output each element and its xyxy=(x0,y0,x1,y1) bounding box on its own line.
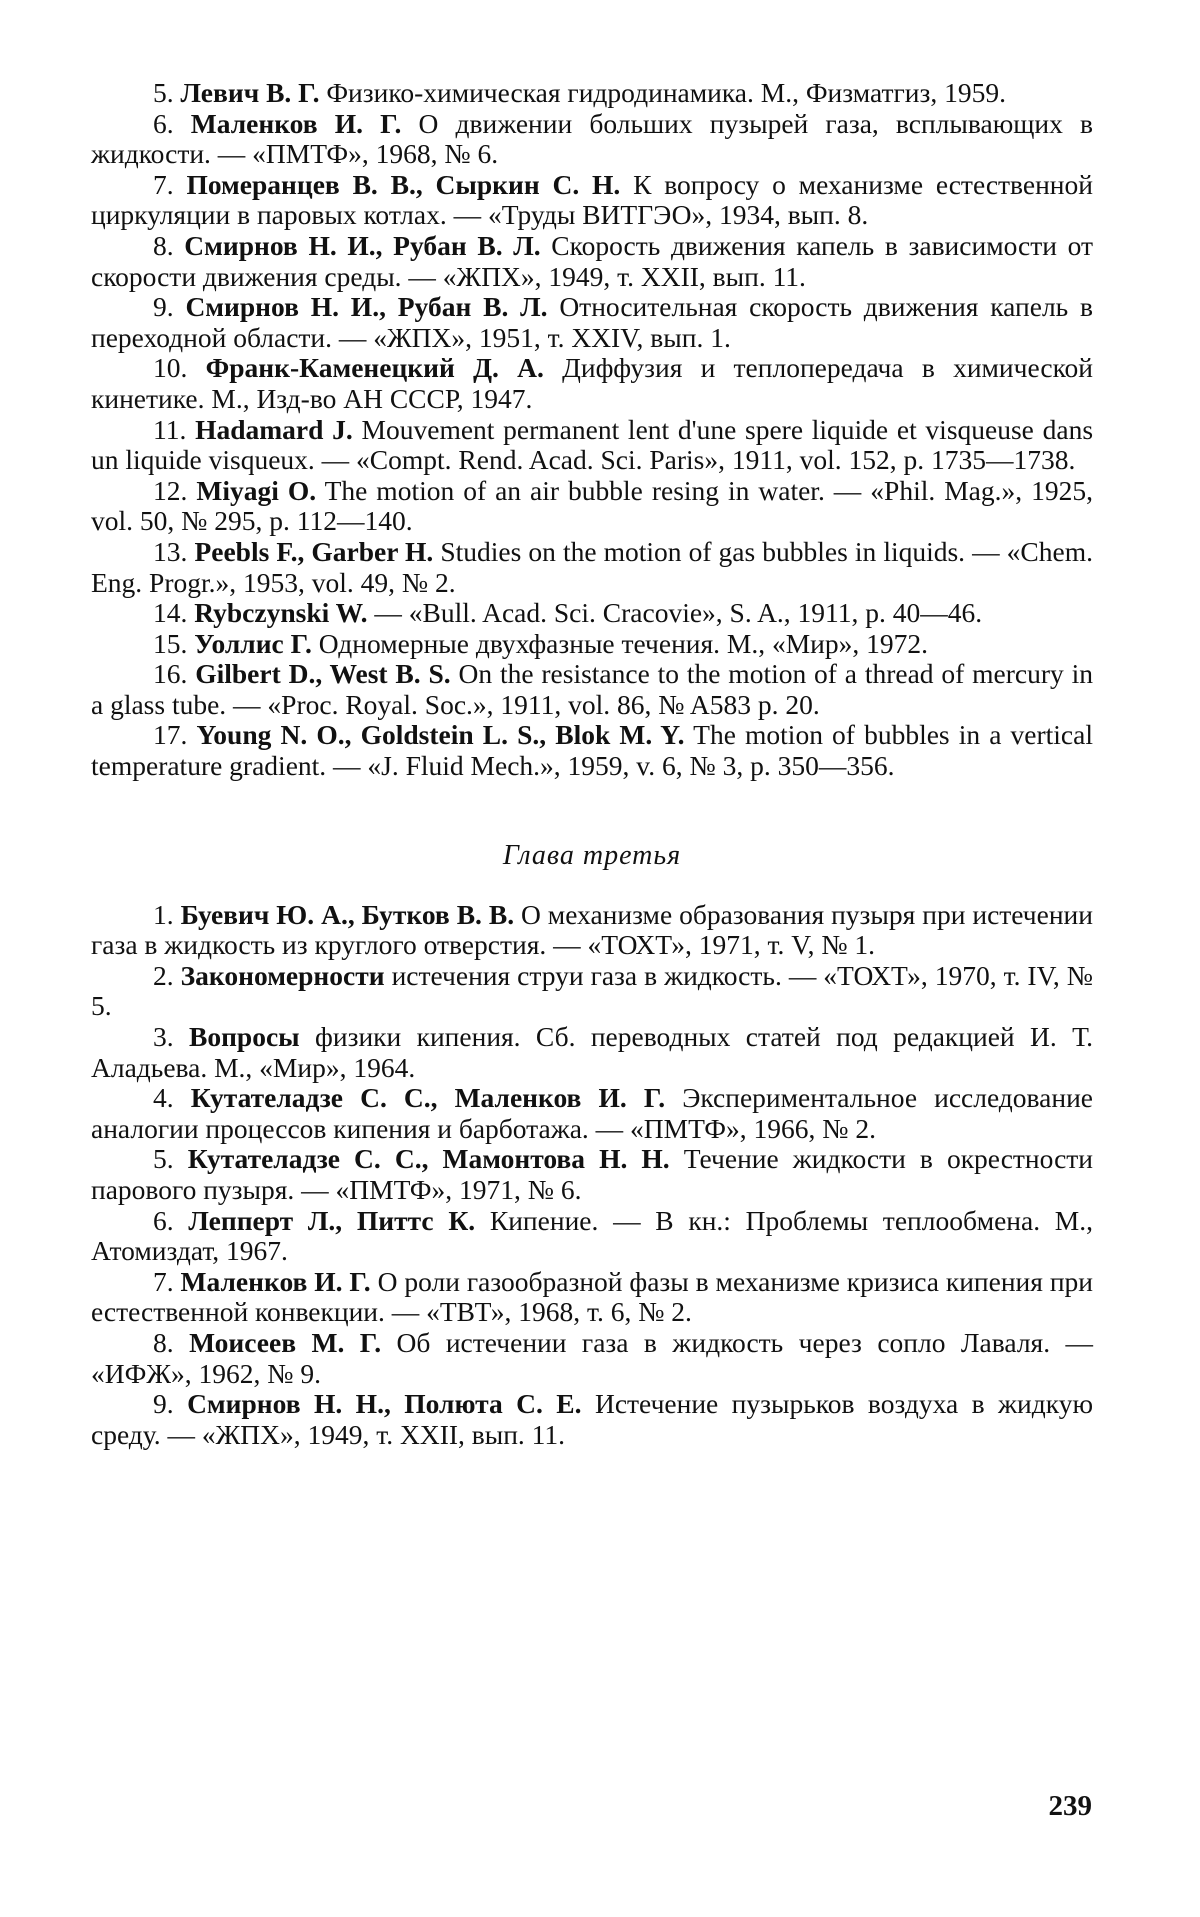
reference-item xyxy=(91,659,1093,720)
reference-text: The motion of bubbles in a vertical temperature gradient. — «J. Fluid Mech.», 1959, v. 6, № 3, p. 350—356. xyxy=(91,719,1093,782)
reference-authors: Young N. O., Goldstein L. S., Blok M. Y. xyxy=(196,719,685,751)
reference-text: Течение жидкости в окрестности парового пузыря. — «ПМТФ», 1971, № 6. xyxy=(91,1143,1094,1205)
reference-text: Studies on the motion of gas bubbles in liquids. — «Chem. Eng. Progr.», 1953, vol. 49, № 2. xyxy=(91,535,1093,598)
reference-item xyxy=(91,109,1093,170)
reference-authors: Miyagi O. xyxy=(196,474,317,506)
reference-authors: Смирнов Н. Н., Полюта С. Е. xyxy=(187,1388,582,1420)
reference-number: 12. xyxy=(153,474,188,506)
reference-number: 9. xyxy=(153,1388,174,1420)
reference-authors: Кутателадзе С. С., Мамонтова Н. Н. xyxy=(187,1143,670,1175)
reference-text: физики кипения. Сб. переводных статей под редакцией И. Т. Аладьева. М., «Мир», 1964. xyxy=(91,1021,1094,1083)
reference-item xyxy=(91,1328,1093,1389)
reference-item xyxy=(91,629,1093,660)
reference-text: О механизме образования пузыря при истечении газа в жидкость из круглого отверстия. — «ТОХТ», 1971, т. V, № 1. xyxy=(91,898,1093,961)
reference-text: Относительная скорость движения капель в переходной области. — «ЖПХ», 1951, т. XXIV, вып. 1. xyxy=(91,291,1094,353)
reference-authors: Померанцев В. В., Сыркин С. Н. xyxy=(186,168,621,200)
reference-authors: Gilbert D., West B. S. xyxy=(195,658,451,690)
reference-number: 2. xyxy=(153,959,174,991)
reference-number: 16. xyxy=(153,658,188,690)
reference-number: 17. xyxy=(153,719,188,751)
reference-text: О движении больших пузырей газа, всплывающих в жидкости. — «ПМТФ», 1968, № 6. xyxy=(91,107,1094,170)
reference-text: On the resistance to the motion of a thread of mercury in a glass tube. — «Proc. Royal. Soc.», 1911, vol. 86, № A583 p. 20. xyxy=(91,658,1093,720)
reference-authors: Peebls F., Garber H. xyxy=(194,535,434,567)
reference-page xyxy=(91,78,1093,1450)
reference-text: О роли газообразной фазы в механизме кризиса кипения при естественной конвекции. — «ТВТ», 1968, т. 6, № 2. xyxy=(91,1265,1094,1328)
reference-item xyxy=(91,1083,1093,1144)
page-number: 239 xyxy=(1048,1790,1092,1822)
reference-item xyxy=(91,720,1093,781)
reference-text: К вопросу о механизме естественной циркуляции в паровых котлах. — «Труды ВИТГЭО», 1934, вып. 8. xyxy=(91,168,1093,231)
reference-text: Диффузия и теплопередача в химической кинетике. М., Изд-во АН СССР, 1947. xyxy=(91,352,1094,414)
reference-number: 8. xyxy=(153,1326,174,1358)
reference-number: 5. xyxy=(153,77,174,108)
reference-text: истечения струи газа в жидкость. — «ТОХТ», 1970, т. IV, № 5. xyxy=(91,959,1094,1022)
reference-authors: Вопросы xyxy=(189,1021,300,1053)
reference-number: 13. xyxy=(153,535,188,567)
reference-item xyxy=(91,961,1093,1022)
reference-text: Истечение пузырьков воздуха в жидкую среду. — «ЖПХ», 1949, т. XXII, вып. 11. xyxy=(91,1388,1093,1450)
reference-text: Экспериментальное исследование аналогии процессов кипения и барботажа. — «ПМТФ», 1966, № 2. xyxy=(91,1082,1094,1144)
reference-list-previous-chapter xyxy=(91,78,1093,782)
reference-item xyxy=(91,1144,1093,1205)
reference-authors: Кутателадзе С. С., Маленков И. Г. xyxy=(190,1082,666,1114)
reference-number: 10. xyxy=(153,352,188,384)
reference-number: 3. xyxy=(153,1021,174,1053)
reference-authors: Hadamard J. xyxy=(195,413,353,445)
reference-item xyxy=(91,170,1093,231)
reference-item xyxy=(91,1389,1093,1450)
reference-item xyxy=(91,292,1093,353)
reference-authors: Лепперт Л., Питтс К. xyxy=(188,1204,476,1236)
reference-text: The motion of an air bubble resing in water. — «Phil. Mag.», 1925, vol. 50, № 295, p. 112—140. xyxy=(91,474,1093,537)
reference-item xyxy=(91,900,1093,961)
reference-authors: Моисеев М. Г. xyxy=(189,1326,382,1358)
reference-number: 8. xyxy=(153,229,174,261)
reference-number: 7. xyxy=(153,168,174,200)
reference-text: Физико-химическая гидродинамика. М., Физматгиз, 1959. xyxy=(326,77,1006,108)
reference-item xyxy=(91,598,1093,629)
reference-authors: Смирнов Н. И., Рубан В. Л. xyxy=(184,229,541,261)
reference-number: 11. xyxy=(153,413,187,445)
reference-item xyxy=(91,537,1093,598)
reference-item xyxy=(91,476,1093,537)
chapter-heading: Глава третья xyxy=(502,839,682,871)
reference-text: Одномерные двухфазные течения. М., «Мир», 1972. xyxy=(318,627,929,659)
reference-authors: Rybczynski W. xyxy=(194,597,368,629)
reference-number: 7. xyxy=(153,1265,174,1297)
reference-authors: Франк-Каменецкий Д. А. xyxy=(205,352,544,384)
reference-number: 6. xyxy=(153,1204,174,1236)
reference-item xyxy=(91,1267,1093,1328)
reference-item xyxy=(91,415,1093,476)
reference-item xyxy=(91,1022,1093,1083)
reference-number: 14. xyxy=(153,597,188,629)
reference-item xyxy=(91,1206,1093,1267)
reference-authors: Уоллис Г. xyxy=(194,627,312,659)
reference-item xyxy=(91,78,1093,109)
reference-authors: Маленков И. Г. xyxy=(190,107,402,139)
reference-text: — «Bull. Acad. Sci. Cracovie», S. A., 1911, p. 40—46. xyxy=(374,597,983,629)
reference-text: Скорость движения капель в зависимости от скорости движения среды. — «ЖПХ», 1949, т. XXII, вып. 11. xyxy=(91,229,1094,292)
reference-text: Кипение. — В кн.: Проблемы теплообмена. М., Атомиздат, 1967. xyxy=(91,1204,1094,1267)
reference-item xyxy=(91,353,1093,414)
reference-authors: Закономерности xyxy=(180,959,385,991)
reference-number: 4. xyxy=(153,1082,174,1114)
reference-text: Mouvement permanent lent d'une spere liquide et visqueuse dans un liquide visqueux. — «Compt. Rend. Acad. Sci. Paris», 1911, vol. 152, p. 1735—1738. xyxy=(91,413,1094,476)
reference-authors: Смирнов Н. И., Рубан В. Л. xyxy=(185,291,548,323)
reference-authors: Левич В. Г. xyxy=(180,77,320,108)
reference-number: 15. xyxy=(153,627,188,659)
reference-number: 1. xyxy=(153,898,174,930)
reference-number: 9. xyxy=(153,291,174,323)
reference-list-chapter-three xyxy=(91,900,1093,1451)
reference-authors: Буевич Ю. А., Бутков В. В. xyxy=(180,898,515,930)
reference-number: 5. xyxy=(153,1143,174,1175)
reference-authors: Маленков И. Г. xyxy=(180,1265,371,1297)
reference-item xyxy=(91,231,1093,292)
reference-text: Об истечении газа в жидкость через сопло Лаваля. — «ИФЖ», 1962, № 9. xyxy=(91,1326,1094,1389)
reference-number: 6. xyxy=(153,107,174,139)
